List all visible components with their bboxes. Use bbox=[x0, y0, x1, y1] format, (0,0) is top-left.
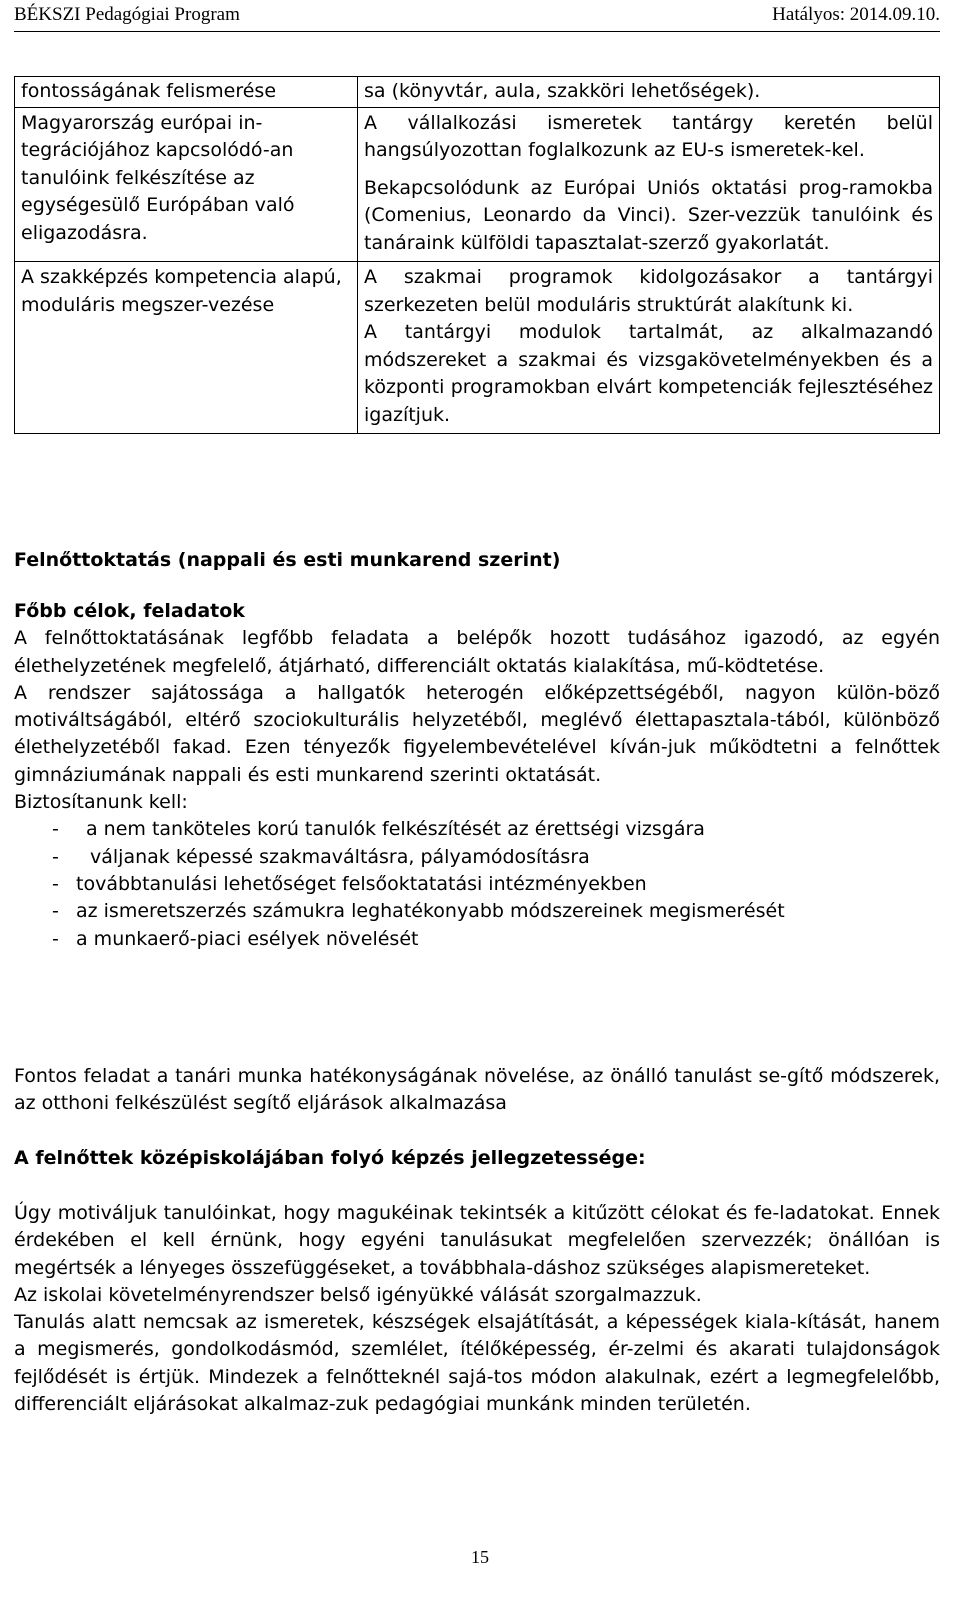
table-cell-goal bbox=[15, 77, 358, 108]
paragraph: A rendszer sajátossága a hallgatók heterogén előképzettségéből, nagyon külön-böző motiváltságából, eltérő szociokulturális helyzetéből, meglévő élettapasztala-tából, különböző élethelyzetéből fakad. Ezen tényezők figyelembevételével kíván-juk működtetni a felnőttek gimnáziumának nappali és esti munkarend szerinti oktatását. bbox=[14, 681, 940, 786]
dash-bullet: - bbox=[52, 900, 59, 923]
list-item bbox=[14, 898, 940, 925]
list-item bbox=[14, 871, 940, 898]
list-item bbox=[14, 926, 940, 953]
paragraph: Fontos feladat a tanári munka hatékonyságának növelése, az önálló tanulást se-gítő módszerek, az otthoni felkészülést segítő eljárások alkalmazása bbox=[14, 1065, 940, 1115]
list-item-text: az ismeretszerzés számukra leghatékonyabb módszereinek megismerését bbox=[76, 900, 785, 923]
paragraph: Úgy motiváljuk tanulóinkat, hogy magukéinak tekintsék a kitűzött célokat és fe-ladatokat. Ennek érdekében el kell érnünk, hogy egyéni tanulásukat megfelelően szervezzék; önállóan is megértsék a lényeges összefüggéseket, a továbbhala-dáshoz szükséges alapismereteket. bbox=[14, 1202, 940, 1279]
header-effective-date: Hatályos: 2014.09.10. bbox=[772, 4, 940, 25]
secondary-school-section bbox=[14, 1200, 940, 1418]
list-item-text: a munkaerő-piaci esélyek növelését bbox=[76, 927, 419, 950]
list-item-text: váljanak képessé szakmaváltásra, pályamódosításra bbox=[90, 845, 590, 868]
task-text: Bekapcsolódunk az Európai Uniós oktatási prog-ramokba (Comenius, Leonardo da Vinci). Szer-vezzük tanulóink és tanáraink külföldi tapasztalat-szerző gyakorlatát. bbox=[364, 176, 933, 254]
teaching-efficiency-paragraph bbox=[14, 1063, 940, 1118]
table-row bbox=[15, 107, 940, 262]
table-cell-task bbox=[358, 77, 940, 108]
goal-text: Magyarország európai in-tegrációjához kapcsolódó-an tanulóink felkészítése az egységesülő Európában való eligazodásra. bbox=[21, 111, 295, 244]
table-cell-task bbox=[358, 107, 940, 262]
table-row bbox=[15, 262, 940, 434]
paragraph: Biztosítanunk kell: bbox=[14, 791, 188, 814]
page-number: 15 bbox=[471, 1547, 489, 1567]
goals-table bbox=[14, 76, 940, 434]
task-text: A vállalkozási ismeretek tantárgy keretén belül hangsúlyozottan foglalkozunk az EU-s ismeretek-kel. bbox=[364, 111, 933, 161]
list-item-text: a nem tanköteles korú tanulók felkészítését az érettségi vizsgára bbox=[86, 818, 705, 841]
dash-bullet: - bbox=[52, 845, 59, 868]
table-cell-goal bbox=[15, 107, 358, 262]
task-text: A szakmai programok kidolgozásakor a tantárgyi szerkezeten belül moduláris struktúrát alakítunk ki. bbox=[364, 266, 933, 316]
paragraph: A felnőttoktatásának legfőbb feladata a belépők hozott tudásához igazodó, az egyén élethelyzetének megfelelő, átjárható, differenciált oktatás kialakítása, mű-ködtetése. bbox=[14, 627, 940, 677]
requirements-list bbox=[14, 816, 940, 952]
adult-education-heading: Felnőttoktatás (nappali és esti munkarend szerint) bbox=[14, 549, 561, 571]
header-program-title: BÉKSZI Pedagógiai Program bbox=[14, 4, 240, 25]
table-row bbox=[15, 77, 940, 108]
adult-education-section bbox=[14, 598, 940, 953]
task-text: sa (könyvtár, aula, szakköri lehetőségek). bbox=[364, 80, 761, 102]
table-cell-task bbox=[358, 262, 940, 434]
list-item bbox=[14, 816, 940, 843]
dash-bullet: - bbox=[52, 872, 59, 895]
secondary-school-heading: A felnőttek középiskolájában folyó képzés jellegzetessége: bbox=[14, 1147, 646, 1169]
page-header bbox=[14, 0, 940, 32]
goals-subheading: Főbb célok, feladatok bbox=[14, 600, 245, 622]
dash-bullet: - bbox=[52, 927, 59, 950]
goal-text: fontosságának felismerése bbox=[21, 80, 277, 102]
goal-text: A szakképzés kompetencia alapú, moduláris megszer-vezése bbox=[21, 266, 342, 316]
table-cell-goal bbox=[15, 262, 358, 434]
paragraph: Tanulás alatt nemcsak az ismeretek, készségek elsajátítását, a képességek kiala-kítását, hanem a megismerés, gondolkodásmód, szemlélet, ítélőképesség, ér-zelmi és akarati tulajdonságok fejlődését is értjük. Mindezek a felnőtteknél sajá-tos módon alakulnak, ezért a legmegfelelőbb, differenciált eljárásokat alkalmaz-zuk pedagógiai munkánk minden területén. bbox=[14, 1311, 940, 1416]
list-item-text: továbbtanulási lehetőséget felsőoktatatási intézményekben bbox=[76, 872, 647, 895]
task-text: A tantárgyi modulok tartalmát, az alkalmazandó módszereket a szakmai és vizsgakövetelményekben és a központi programokban elvárt kompetenciák fejlesztéséhez igazítjuk. bbox=[364, 321, 933, 426]
paragraph: Az iskolai követelményrendszer belső igényükké válását szorgalmazzuk. bbox=[14, 1283, 702, 1306]
list-item bbox=[14, 844, 940, 871]
dash-bullet: - bbox=[52, 818, 59, 841]
